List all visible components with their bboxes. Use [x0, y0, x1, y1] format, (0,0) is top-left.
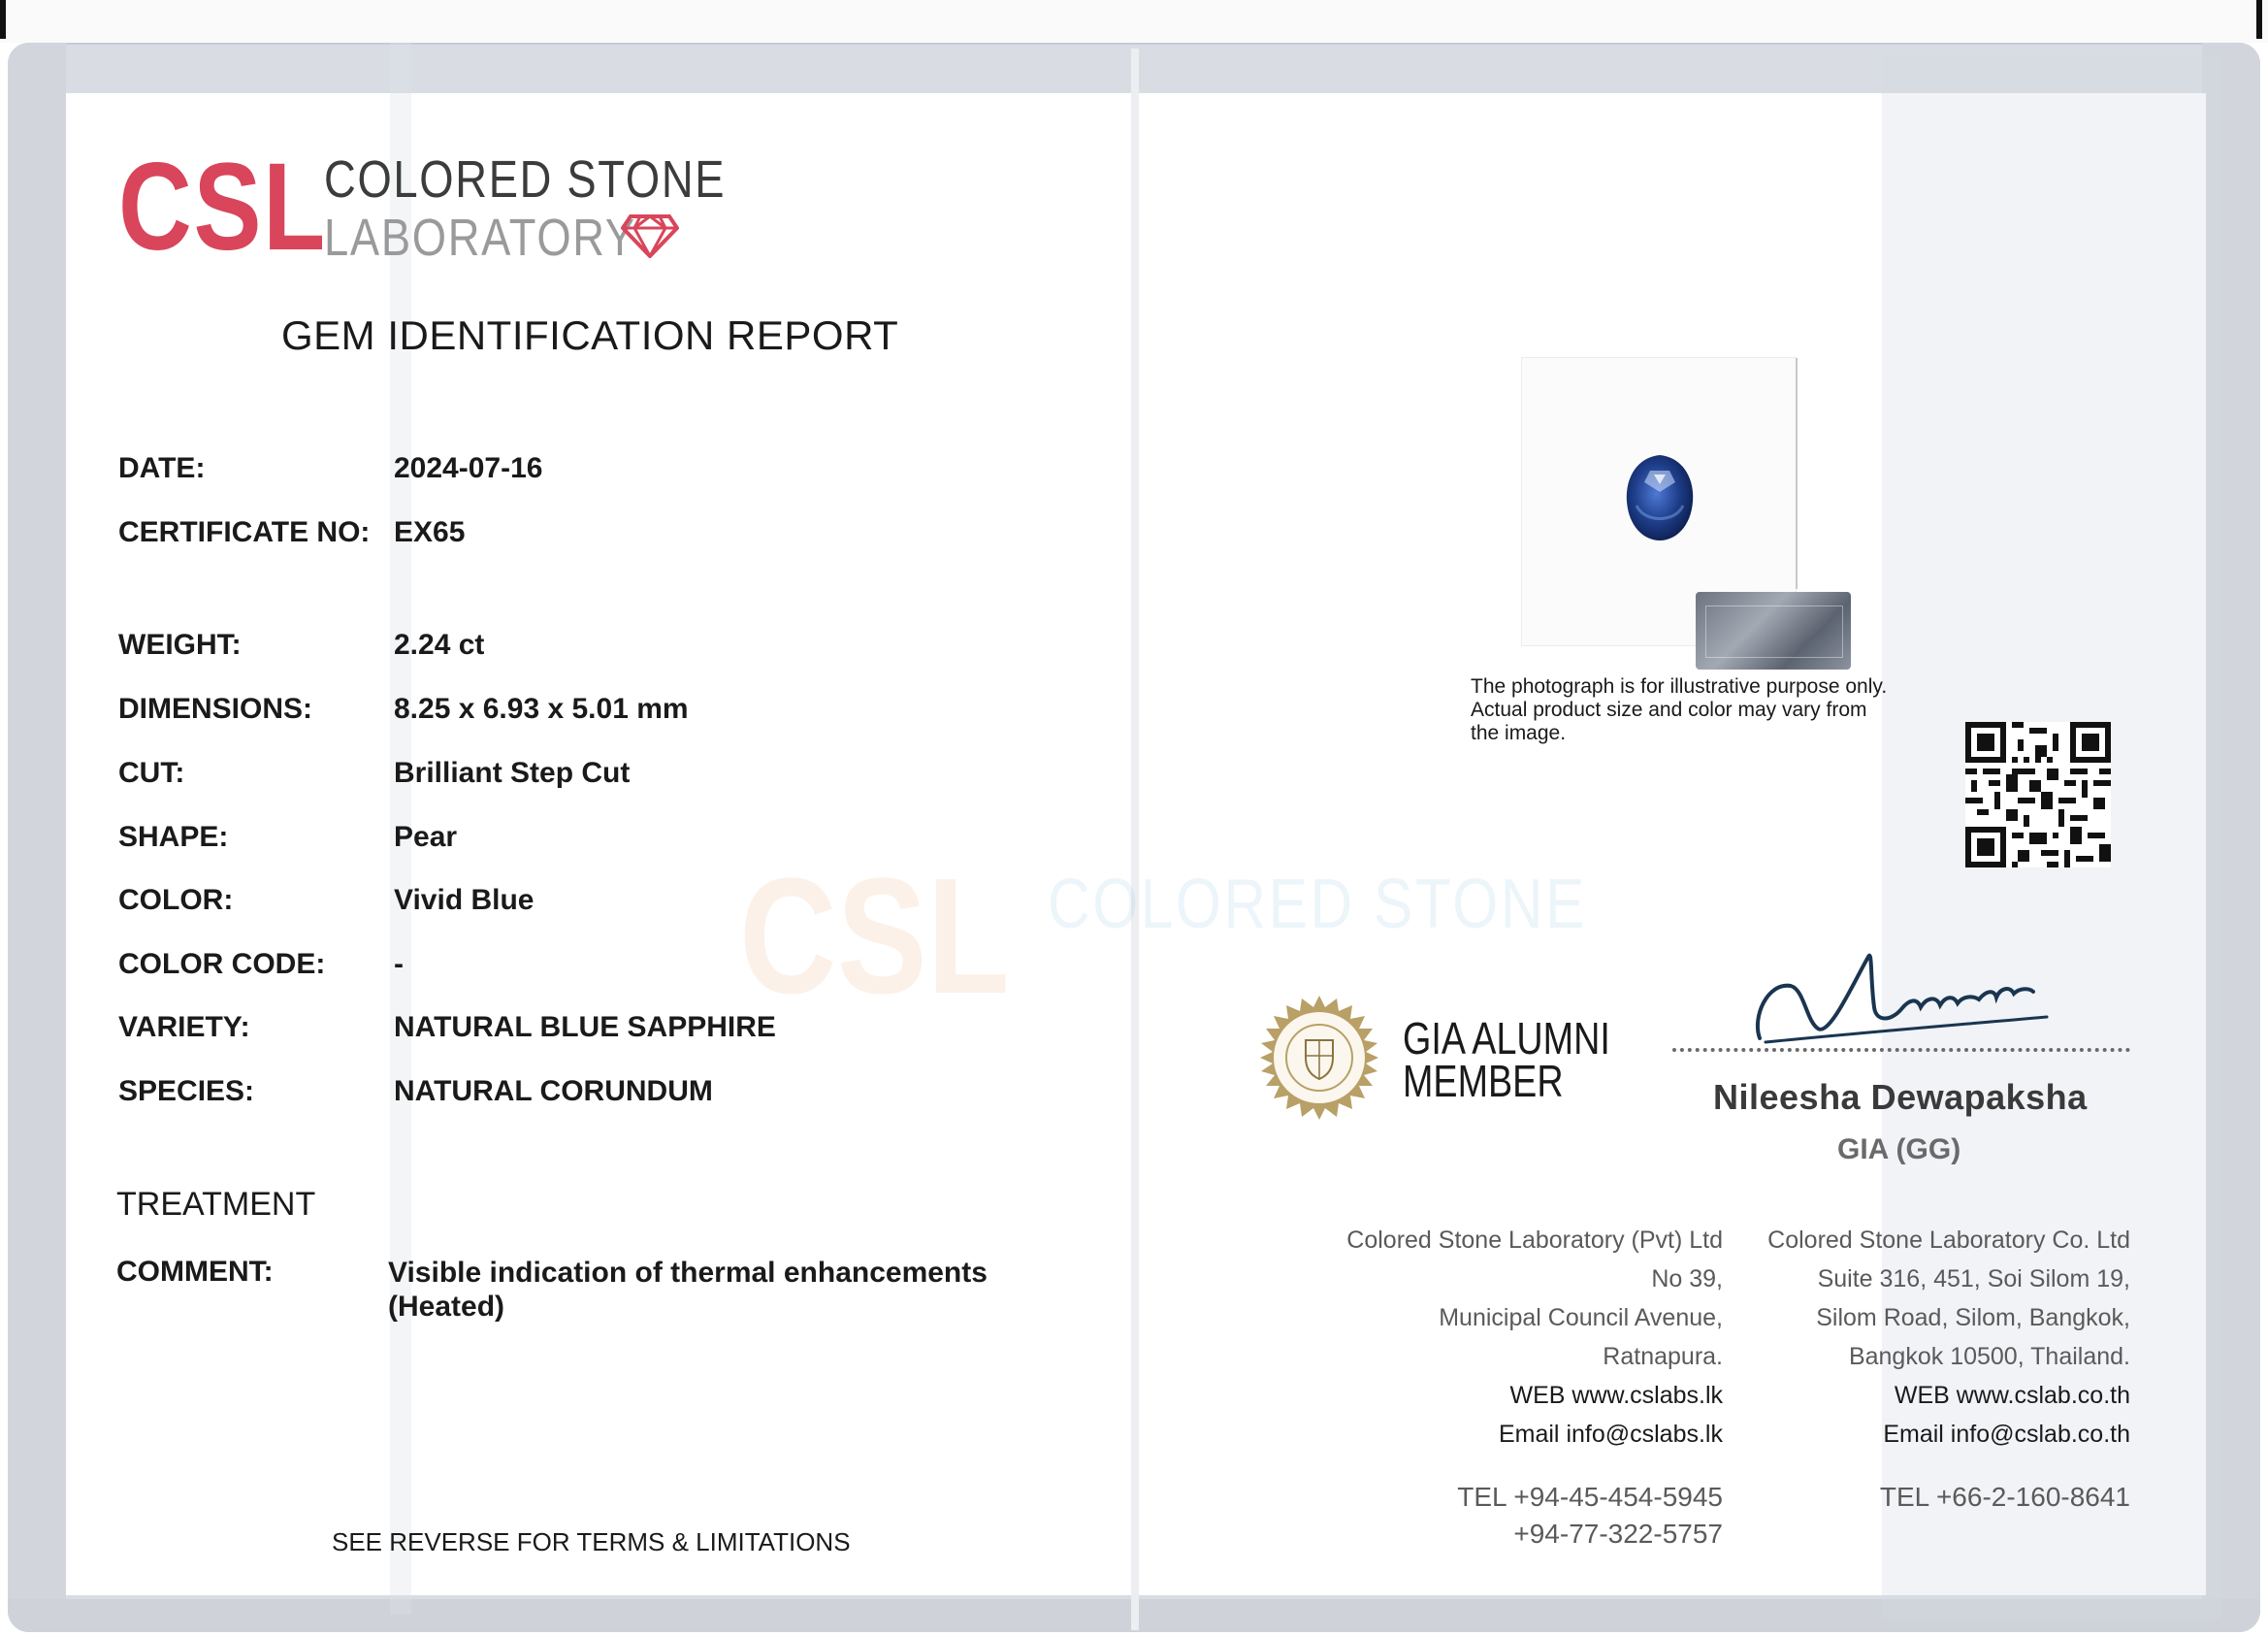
field-label: VARIETY: [118, 1011, 250, 1043]
email-address: info@cslabs.lk [1566, 1421, 1723, 1448]
address-line: Silom Road, Silom, Bangkok, [1816, 1304, 2130, 1331]
scan-edge-mark-right [2256, 0, 2262, 39]
field-value: 2.24 ct [394, 629, 485, 661]
field-label: DATE: [118, 452, 206, 484]
field-value: 8.25 x 6.93 x 5.01 mm [394, 693, 689, 725]
address-line: Colored Stone Laboratory (Pvt) Ltd [1346, 1227, 1723, 1254]
web-key: WEB [1509, 1382, 1566, 1409]
email-address: info@cslab.co.th [1950, 1421, 2130, 1448]
scan-edge-mark-left [0, 0, 6, 39]
watermark-name: COLORED STONE [1048, 866, 1587, 943]
pear-sapphire-icon [1621, 451, 1699, 544]
web-line [1727, 1376, 2130, 1415]
web-key: WEB [1894, 1382, 1950, 1409]
field-label: COLOR: [118, 884, 234, 916]
signature-line [1672, 1048, 2130, 1052]
diamond-icon [621, 213, 679, 258]
logo-line2: LABORATORY [324, 209, 636, 267]
center-fold [1131, 49, 1139, 1630]
address-line: Ratnapura. [1603, 1343, 1723, 1370]
address-sri-lanka [1300, 1221, 1723, 1454]
tel-sri-lanka [1358, 1479, 1723, 1553]
tel-thailand [1746, 1479, 2130, 1516]
comment-value: Visible indication of thermal enhancements (Heated) [388, 1257, 988, 1323]
address-thailand [1727, 1221, 2130, 1454]
hologram-sticker [1696, 592, 1851, 670]
field-value: - [394, 948, 404, 980]
web-url: www.cslab.co.th [1956, 1382, 2130, 1409]
field-value: NATURAL CORUNDUM [394, 1075, 713, 1107]
photo-disclaimer: The photograph is for illustrative purpose only. Actual product size and color may vary from the image. [1471, 675, 1888, 744]
field-value: Vivid Blue [394, 884, 535, 916]
gia-alumni-text [1403, 1013, 1610, 1106]
alumni-line1: GIA ALUMNI [1403, 1013, 1610, 1063]
email-key: Email [1498, 1421, 1560, 1448]
address-line: Municipal Council Avenue, [1439, 1304, 1723, 1331]
field-value: 2024-07-16 [394, 452, 543, 484]
scan-top-edge [0, 0, 2268, 43]
signer-name: Nileesha Dewapaksha [1713, 1077, 2088, 1117]
address-line: Colored Stone Laboratory Co. Ltd [1767, 1227, 2130, 1254]
terms-note: SEE REVERSE FOR TERMS & LIMITATIONS [332, 1527, 851, 1556]
web-url: www.cslabs.lk [1571, 1382, 1723, 1409]
tel-number: +94-45-454-5945 [1513, 1482, 1723, 1512]
field-value: EX65 [394, 516, 466, 548]
address-line: No 39, [1651, 1265, 1723, 1292]
field-label: COLOR CODE: [118, 948, 326, 980]
field-label: CERTIFICATE NO: [118, 516, 371, 548]
field-value: Pear [394, 821, 458, 853]
field-label: SHAPE: [118, 821, 229, 853]
field-label: WEIGHT: [118, 629, 242, 661]
tel-number: +66-2-160-8641 [1935, 1482, 2130, 1512]
address-line: Suite 316, 451, Soi Silom 19, [1817, 1265, 2130, 1292]
tel-key: TEL [1457, 1482, 1507, 1512]
tel-line [1746, 1479, 2130, 1516]
field-value: Brilliant Step Cut [394, 757, 631, 789]
email-line [1727, 1415, 2130, 1454]
gia-seal [1251, 994, 1387, 1129]
email-key: Email [1883, 1421, 1944, 1448]
treatment-label: TREATMENT [116, 1186, 316, 1223]
field-label: DIMENSIONS: [118, 693, 313, 725]
hologram-inner [1705, 605, 1843, 658]
address-line: Bangkok 10500, Thailand. [1848, 1343, 2130, 1370]
tel-line [1358, 1479, 1723, 1516]
sleeve-band-left [8, 43, 66, 1632]
signer-title: GIA (GG) [1837, 1133, 1961, 1165]
tel-number-2: +94-77-322-5757 [1513, 1519, 1723, 1549]
field-label: SPECIES: [118, 1075, 255, 1107]
photo-edge-line [1796, 358, 1798, 589]
logo-abbr: CSL [118, 138, 327, 277]
comment-label: COMMENT: [116, 1256, 274, 1288]
qr-code [1965, 722, 2111, 867]
email-line [1300, 1415, 1723, 1454]
tel-key: TEL [1879, 1482, 1929, 1512]
report-title: GEM IDENTIFICATION REPORT [281, 312, 899, 358]
web-line [1300, 1376, 1723, 1415]
watermark-abbr: CSL [739, 844, 1010, 1029]
alumni-line2: MEMBER [1403, 1056, 1564, 1106]
field-value: NATURAL BLUE SAPPHIRE [394, 1011, 776, 1043]
signature [1746, 939, 2066, 1056]
field-label: CUT: [118, 757, 185, 789]
logo-line1: COLORED STONE [324, 150, 727, 209]
